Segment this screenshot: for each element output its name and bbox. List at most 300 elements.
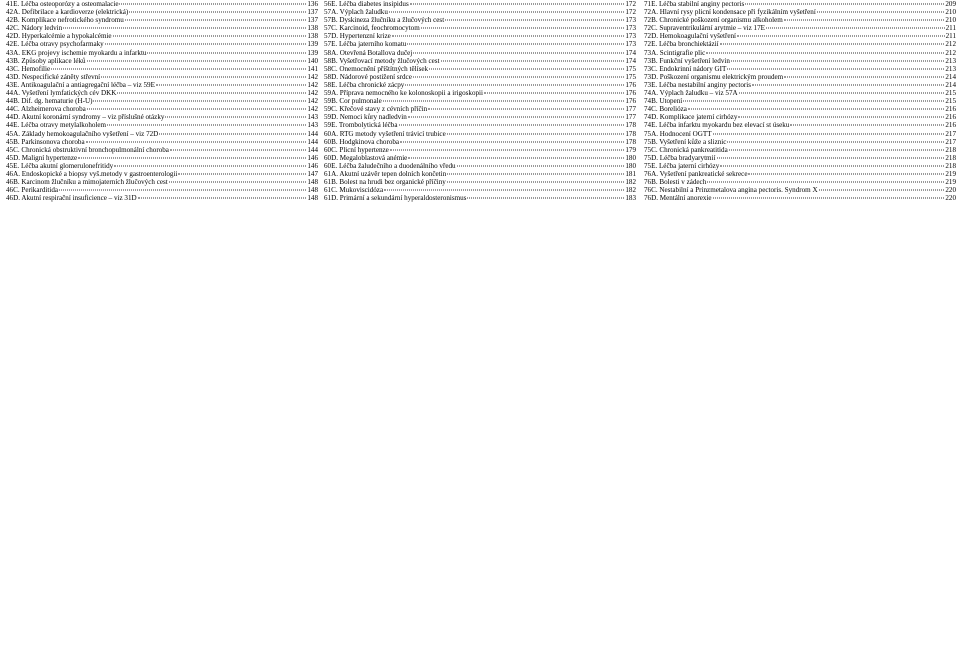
toc-entry[interactable] bbox=[6, 32, 318, 40]
toc-entry[interactable] bbox=[324, 16, 636, 24]
dot-leader bbox=[819, 190, 945, 191]
toc-entry-page: 142 bbox=[307, 80, 318, 89]
toc-entry[interactable] bbox=[6, 73, 318, 81]
toc-entry[interactable] bbox=[6, 154, 318, 162]
dot-leader bbox=[399, 125, 625, 126]
toc-entry-page: 143 bbox=[307, 121, 318, 130]
toc-entry-title: 57A. Výplach žaludku bbox=[324, 8, 388, 17]
dot-leader bbox=[405, 84, 624, 85]
toc-entry-page: 176 bbox=[625, 89, 636, 98]
toc-entry-title: 72C. Supraventrikulární arytmie – viz 17E bbox=[644, 24, 765, 33]
dot-leader bbox=[87, 109, 307, 110]
toc-entry-page: 177 bbox=[625, 113, 636, 122]
toc-entry[interactable] bbox=[324, 130, 636, 138]
toc-entry-title: 44C. Alzheimerova choroba bbox=[6, 105, 86, 114]
toc-entry[interactable] bbox=[644, 170, 956, 178]
toc-entry-title: 72A. Hlavní rysy plicní kondensace při fyzikálním vyšetření bbox=[644, 8, 816, 17]
toc-entry[interactable] bbox=[6, 24, 318, 32]
toc-entry[interactable] bbox=[6, 162, 318, 170]
toc-entry-title: 76A. Vyšetření pankreatické sekrece bbox=[644, 169, 748, 178]
dot-leader bbox=[717, 157, 945, 158]
dot-leader bbox=[729, 149, 945, 150]
dot-leader bbox=[389, 12, 624, 13]
toc-entry[interactable] bbox=[6, 0, 318, 8]
dot-leader bbox=[727, 141, 944, 142]
toc-entry[interactable] bbox=[6, 113, 318, 121]
dot-leader bbox=[720, 44, 945, 45]
toc-entry[interactable] bbox=[644, 97, 956, 105]
toc-entry-page: 214 bbox=[945, 72, 956, 81]
toc-entry-page: 143 bbox=[307, 113, 318, 122]
dot-leader bbox=[784, 76, 944, 77]
dot-leader bbox=[429, 68, 624, 69]
dot-leader bbox=[107, 125, 306, 126]
toc-entry[interactable] bbox=[644, 154, 956, 162]
toc-entry-title: 61C. Mukoviscidóza bbox=[324, 186, 384, 195]
toc-entry[interactable] bbox=[324, 49, 636, 57]
toc-entry-title: 45D. Maligní hypertenze bbox=[6, 153, 78, 162]
toc-entry[interactable] bbox=[6, 186, 318, 194]
dot-leader bbox=[484, 93, 624, 94]
toc-entry[interactable] bbox=[6, 65, 318, 73]
dot-leader bbox=[441, 60, 625, 61]
toc-entry-page: 178 bbox=[625, 129, 636, 138]
dot-leader bbox=[707, 182, 944, 183]
toc-entry-page: 148 bbox=[307, 178, 318, 187]
toc-entry-page: 174 bbox=[625, 56, 636, 65]
dot-leader bbox=[421, 28, 625, 29]
toc-entry[interactable] bbox=[6, 97, 318, 105]
toc-entry-page: 148 bbox=[307, 194, 318, 203]
dot-leader bbox=[447, 173, 624, 174]
toc-entry-page: 177 bbox=[625, 105, 636, 114]
toc-entry-page: 216 bbox=[945, 121, 956, 130]
toc-entry-page: 173 bbox=[625, 40, 636, 49]
toc-entry-page: 142 bbox=[307, 97, 318, 106]
toc-entry[interactable] bbox=[324, 81, 636, 89]
toc-entry[interactable] bbox=[644, 146, 956, 154]
toc-entry[interactable] bbox=[6, 89, 318, 97]
dot-leader bbox=[101, 76, 306, 77]
dot-leader bbox=[63, 28, 306, 29]
toc-entry-page: 180 bbox=[625, 153, 636, 162]
toc-entry[interactable] bbox=[644, 73, 956, 81]
toc-entry[interactable] bbox=[644, 113, 956, 121]
toc-entry-page: 180 bbox=[625, 161, 636, 170]
toc-entry-page: 218 bbox=[945, 145, 956, 154]
toc-entry-page: 215 bbox=[945, 89, 956, 98]
toc-entry-title: 44A. Vyšetření lymfatických cév DKK bbox=[6, 89, 117, 98]
toc-entry-title: 46B. Karcinom žlučníku a mimojaterních žlučových cest bbox=[6, 178, 168, 187]
toc-entry-title: 60E. Léčba žaludečního a duodenálního vředu bbox=[324, 161, 456, 170]
toc-entry-page: 212 bbox=[945, 40, 956, 49]
toc-entry-title: 75B. Vyšetření kůže a sliznic bbox=[644, 137, 727, 146]
toc-entry-title: 44E. Léčba otravy metylalkoholem bbox=[6, 121, 107, 130]
toc-entry-title: 74E. Léčba infarktu myokardu bez elevací st úseku bbox=[644, 121, 790, 130]
toc-entry[interactable] bbox=[324, 113, 636, 121]
dot-leader bbox=[713, 133, 945, 134]
dot-leader bbox=[138, 198, 307, 199]
dot-leader bbox=[688, 109, 944, 110]
toc-entry-page: 178 bbox=[625, 137, 636, 146]
toc-entry[interactable] bbox=[6, 170, 318, 178]
toc-entry-title: 75E. Léčba jaterní cirhózy bbox=[644, 161, 720, 170]
toc-entry[interactable] bbox=[644, 121, 956, 129]
toc-entry-page: 211 bbox=[945, 24, 956, 33]
toc-entry-title: 58D. Nádorové postižení srdce bbox=[324, 72, 412, 81]
dot-leader bbox=[147, 52, 306, 53]
toc-entry-title: 73E. Léčba nestabilní anginy pectoris bbox=[644, 80, 751, 89]
dot-leader bbox=[752, 84, 944, 85]
toc-entry[interactable] bbox=[324, 105, 636, 113]
toc-entry-title: 43A. EKG projevy ischemie myokardu a infarktu bbox=[6, 48, 147, 57]
dot-leader bbox=[790, 125, 944, 126]
toc-entry[interactable] bbox=[644, 65, 956, 73]
dot-leader bbox=[706, 52, 944, 53]
dot-leader bbox=[720, 165, 944, 166]
toc-entry-page: 176 bbox=[625, 80, 636, 89]
toc-entry[interactable] bbox=[644, 0, 956, 8]
toc-entry[interactable] bbox=[324, 186, 636, 194]
toc-entry-title: 73C. Endokrinní nádory GIT bbox=[644, 64, 727, 73]
toc-entry[interactable] bbox=[6, 16, 318, 24]
toc-entry-page: 183 bbox=[625, 194, 636, 203]
toc-entry[interactable] bbox=[324, 194, 636, 202]
toc-entry[interactable] bbox=[644, 138, 956, 146]
toc-entry-title: 59E. Trombolytická léčba bbox=[324, 121, 398, 130]
toc-entry[interactable] bbox=[6, 81, 318, 89]
toc-entry[interactable] bbox=[324, 146, 636, 154]
toc-entry[interactable] bbox=[6, 130, 318, 138]
dot-leader bbox=[78, 157, 306, 158]
toc-entry-title: 56E. Léčba diabetes insipidus bbox=[324, 0, 409, 8]
toc-entry[interactable] bbox=[644, 40, 956, 48]
toc-entry-title: 75D. Léčba bradyarytmií bbox=[644, 153, 716, 162]
toc-entry-title: 42E. Léčba otravy psychofarmaky bbox=[6, 40, 104, 49]
toc-entry-title: 46D. Akutní respirační insuficience – viz 31D bbox=[6, 194, 137, 203]
toc-entry-title: 76C. Nestabilní a Prinzmetalova angina pectoris. Syndrom X bbox=[644, 186, 818, 195]
dot-leader bbox=[428, 109, 624, 110]
toc-entry[interactable] bbox=[324, 178, 636, 186]
dot-leader bbox=[165, 117, 306, 118]
toc-entry-page: 212 bbox=[945, 48, 956, 57]
toc-entry[interactable] bbox=[6, 194, 318, 202]
dot-leader bbox=[125, 20, 307, 21]
toc-entry-title: 73A. Scintigrafie plic bbox=[644, 48, 706, 57]
dot-leader bbox=[445, 20, 624, 21]
toc-entry-title: 59C. Křečové stavy z cévních příčin bbox=[324, 105, 428, 114]
toc-entry-title: 74C. Borelióza bbox=[644, 105, 687, 114]
toc-entry-page: 146 bbox=[307, 161, 318, 170]
toc-entry[interactable] bbox=[6, 146, 318, 154]
dot-leader bbox=[114, 165, 306, 166]
dot-leader bbox=[738, 117, 944, 118]
toc-entry[interactable] bbox=[644, 130, 956, 138]
toc-entry-page: 182 bbox=[625, 186, 636, 195]
toc-entry-title: 41E. Léčba osteoporózy a osteomalacie bbox=[6, 0, 119, 8]
toc-entry[interactable] bbox=[324, 162, 636, 170]
toc-entry[interactable] bbox=[644, 81, 956, 89]
toc-entry-title: 45E. Léčba akutní glomerulonefritidy bbox=[6, 161, 114, 170]
toc-entry-title: 74A. Výplach žaludku – viz 57A bbox=[644, 89, 738, 98]
toc-entry-title: 43B. Způsoby aplikace léků bbox=[6, 56, 86, 65]
dot-leader bbox=[113, 36, 307, 37]
toc-entry-page: 213 bbox=[945, 64, 956, 73]
dot-leader bbox=[447, 182, 625, 183]
toc-entry[interactable] bbox=[644, 194, 956, 202]
toc-entry[interactable] bbox=[324, 40, 636, 48]
toc-entry[interactable] bbox=[644, 57, 956, 65]
toc-entry-page: 215 bbox=[945, 97, 956, 106]
dot-leader bbox=[457, 165, 625, 166]
dot-leader bbox=[737, 36, 945, 37]
dot-leader bbox=[413, 76, 625, 77]
toc-entry[interactable] bbox=[324, 0, 636, 8]
toc-entry[interactable] bbox=[324, 73, 636, 81]
toc-entry-page: 214 bbox=[945, 80, 956, 89]
dot-leader bbox=[745, 4, 944, 5]
dot-leader bbox=[390, 149, 625, 150]
toc-entry-page: 217 bbox=[945, 129, 956, 138]
dot-leader bbox=[117, 93, 306, 94]
toc-entry-title: 58E. Léčba chronické zácpy bbox=[324, 80, 405, 89]
dot-leader bbox=[392, 36, 625, 37]
toc-entry-title: 42A. Defibrilace a kardioverze (elektrická) bbox=[6, 8, 129, 17]
dot-leader bbox=[178, 173, 306, 174]
toc-entry-page: 181 bbox=[625, 169, 636, 178]
toc-entry-title: 43C. Hemofilie bbox=[6, 64, 51, 73]
toc-entry-page: 147 bbox=[307, 169, 318, 178]
toc-entry-page: 218 bbox=[945, 161, 956, 170]
dot-leader bbox=[51, 68, 306, 69]
toc-entry[interactable] bbox=[644, 105, 956, 113]
toc-entry[interactable] bbox=[6, 121, 318, 129]
toc-entry-title: 42D. Hyperkalcémie a hypokalcémie bbox=[6, 32, 112, 41]
dot-leader bbox=[407, 44, 624, 45]
toc-entry-page: 210 bbox=[945, 16, 956, 25]
toc-entry[interactable] bbox=[644, 49, 956, 57]
dot-leader bbox=[170, 149, 306, 150]
toc-entry[interactable] bbox=[6, 40, 318, 48]
dot-leader bbox=[713, 198, 945, 199]
toc-entry-title: 58B. Vyšetřovací metody žlučových cest bbox=[324, 56, 440, 65]
toc-entry-page: 174 bbox=[625, 48, 636, 57]
toc-entry-title: 71E. Léčba stabilní anginy pectoris bbox=[644, 0, 745, 8]
dot-leader bbox=[86, 141, 307, 142]
dot-leader bbox=[384, 190, 624, 191]
toc-entry-page: 138 bbox=[307, 32, 318, 41]
toc-entry[interactable] bbox=[6, 138, 318, 146]
toc-entry-title: 44B. Dif. dg. hematurie (H-U) bbox=[6, 97, 93, 106]
toc-entry-page: 179 bbox=[625, 145, 636, 154]
toc-entry-title: 59B. Cor pulmonale bbox=[324, 97, 382, 106]
toc-entry-title: 73D. Poškození organismu elektrickým proudem bbox=[644, 72, 784, 81]
toc-entry-title: 45C. Chronická obstruktivní bronchopulmonální choroba bbox=[6, 145, 169, 154]
toc-entry-page: 137 bbox=[307, 16, 318, 25]
toc-entry-title: 72B. Chronické poškození organismu alkoholem bbox=[644, 16, 783, 25]
dot-leader bbox=[739, 93, 945, 94]
toc-entry-title: 75C. Chronická pankreatitida bbox=[644, 145, 728, 154]
dot-leader bbox=[410, 4, 625, 5]
dot-leader bbox=[169, 182, 307, 183]
toc-entry-title: 74D. Komplikace jaterní cirhózy bbox=[644, 113, 738, 122]
toc-entry-page: 142 bbox=[307, 72, 318, 81]
dot-leader bbox=[105, 44, 307, 45]
toc-entry[interactable] bbox=[644, 16, 956, 24]
toc-entry-title: 72E. Léčba bronchiektázií bbox=[644, 40, 719, 49]
toc-entry[interactable] bbox=[6, 49, 318, 57]
toc-entry-page: 139 bbox=[307, 48, 318, 57]
toc-entry[interactable] bbox=[6, 8, 318, 16]
toc-entry-page: 220 bbox=[945, 194, 956, 203]
toc-entry[interactable] bbox=[324, 8, 636, 16]
dot-leader bbox=[683, 101, 944, 102]
dot-leader bbox=[129, 12, 306, 13]
dot-leader bbox=[727, 68, 944, 69]
toc-entry-page: 146 bbox=[307, 153, 318, 162]
dot-leader bbox=[59, 190, 306, 191]
toc-entry-page: 211 bbox=[945, 32, 956, 41]
toc-entry-title: 58C. Onemocnění příštítných tělísek bbox=[324, 64, 429, 73]
toc-entry-page: 137 bbox=[307, 8, 318, 17]
toc-entry-page: 148 bbox=[307, 186, 318, 195]
toc-entry-title: 60B. Hodgkinova choroba bbox=[324, 137, 400, 146]
dot-leader bbox=[408, 157, 624, 158]
toc-entry-page: 138 bbox=[307, 24, 318, 33]
toc-entry-title: 57E. Léčba jaterního komatu bbox=[324, 40, 407, 49]
toc-entry-page: 175 bbox=[625, 64, 636, 73]
toc-entry-title: 45B. Parkinsonova choroba bbox=[6, 137, 85, 146]
toc-entry-page: 219 bbox=[945, 169, 956, 178]
toc-entry[interactable] bbox=[644, 178, 956, 186]
dot-leader bbox=[413, 52, 624, 53]
toc-entry-title: 45A. Základy hemokoagulačního vyšetření – viz 72D bbox=[6, 129, 159, 138]
toc-entry-page: 136 bbox=[307, 0, 318, 8]
dot-leader bbox=[447, 133, 625, 134]
toc-entry-page: 209 bbox=[945, 0, 956, 8]
toc-entry-page: 172 bbox=[625, 8, 636, 17]
toc-entry-title: 42B. Komplikace nefrotického syndromu bbox=[6, 16, 124, 25]
toc-entry-page: 144 bbox=[307, 137, 318, 146]
toc-entry-title: 59D. Nemoci kůry nadledvin bbox=[324, 113, 407, 122]
toc-entry[interactable] bbox=[644, 24, 956, 32]
toc-entry-page: 175 bbox=[625, 72, 636, 81]
toc-entry[interactable] bbox=[6, 57, 318, 65]
toc-entry-title: 60C. Plicní hypertenze bbox=[324, 145, 389, 154]
dot-leader bbox=[93, 101, 306, 102]
toc-entry[interactable] bbox=[324, 65, 636, 73]
toc-entry[interactable] bbox=[644, 186, 956, 194]
toc-entry-page: 216 bbox=[945, 105, 956, 114]
toc-entry[interactable] bbox=[324, 32, 636, 40]
toc-entry-page: 178 bbox=[625, 121, 636, 130]
toc-entry-title: 59A. Příprava nemocného ke kolonoskopii a irigoskopii bbox=[324, 89, 483, 98]
toc-entry[interactable] bbox=[6, 178, 318, 186]
dot-leader bbox=[467, 198, 624, 199]
toc-entry[interactable] bbox=[324, 89, 636, 97]
toc-entry-page: 176 bbox=[625, 97, 636, 106]
toc-entry-page: 220 bbox=[945, 186, 956, 195]
toc-entry-page: 210 bbox=[945, 8, 956, 17]
dot-leader bbox=[766, 28, 945, 29]
toc-entry-page: 218 bbox=[945, 153, 956, 162]
dot-leader bbox=[400, 141, 624, 142]
toc-entry[interactable] bbox=[644, 32, 956, 40]
dot-leader bbox=[119, 4, 306, 5]
dot-leader bbox=[817, 12, 945, 13]
toc-entry[interactable] bbox=[324, 97, 636, 105]
toc-entry-title: 76B. Bolesti v zádech bbox=[644, 178, 707, 187]
dot-leader bbox=[383, 101, 625, 102]
toc-entry-title: 57B. Dyskineza žlučníku a žlučových cest bbox=[324, 16, 445, 25]
toc-entry-title: 43E. Antikoagulační a antiagregační léčba – viz 59E bbox=[6, 80, 155, 89]
toc-entry[interactable] bbox=[324, 138, 636, 146]
toc-entry[interactable] bbox=[6, 105, 318, 113]
toc-entry[interactable] bbox=[644, 89, 956, 97]
toc-entry[interactable] bbox=[644, 162, 956, 170]
toc-entry-title: 57D. Hypertenzní krize bbox=[324, 32, 391, 41]
dot-leader bbox=[748, 173, 944, 174]
toc-entry-page: 219 bbox=[945, 178, 956, 187]
toc-entry-page: 142 bbox=[307, 105, 318, 114]
toc-entry-page: 213 bbox=[945, 56, 956, 65]
toc-entry[interactable] bbox=[324, 121, 636, 129]
toc-entry[interactable] bbox=[324, 57, 636, 65]
toc-entry-page: 173 bbox=[625, 24, 636, 33]
dot-leader bbox=[408, 117, 625, 118]
toc-entry[interactable] bbox=[644, 8, 956, 16]
toc-entry-title: 61B. Bolest na hrudi bez organické příčiny bbox=[324, 178, 446, 187]
toc-entry-title: 60D. Megaloblastová anémie bbox=[324, 153, 408, 162]
toc-entry-title: 44D. Akutní koronární syndromy – viz příslušné otázky bbox=[6, 113, 165, 122]
toc-entry-page: 141 bbox=[307, 64, 318, 73]
toc-column-2 bbox=[318, 0, 636, 202]
toc-entry-title: 57C. Karcinoid, feochromocytom bbox=[324, 24, 420, 33]
toc-entry-page: 173 bbox=[625, 16, 636, 25]
toc-entry-title: 46C. Perikarditida bbox=[6, 186, 59, 195]
dot-leader bbox=[731, 60, 944, 61]
toc-entry-title: 42C. Nádory ledvin bbox=[6, 24, 63, 33]
toc-entry-page: 217 bbox=[945, 137, 956, 146]
toc-entry-page: 144 bbox=[307, 145, 318, 154]
toc-column-3 bbox=[638, 0, 956, 202]
toc-entry-title: 72D. Hemokoagulační vyšetření bbox=[644, 32, 736, 41]
toc-entry-title: 75A. Hodnocení OGTT bbox=[644, 129, 712, 138]
toc-entry[interactable] bbox=[324, 24, 636, 32]
toc-entry-page: 140 bbox=[307, 56, 318, 65]
toc-entry-page: 172 bbox=[625, 0, 636, 8]
toc-entry-title: 58A. Otevřená Botallova dučej bbox=[324, 48, 413, 57]
toc-entry-page: 139 bbox=[307, 40, 318, 49]
toc-entry-title: 76D. Mentální anorexie bbox=[644, 194, 712, 203]
toc-entry-title: 61A. Akutní uzávěr tepen dolních končetin bbox=[324, 169, 447, 178]
dot-leader bbox=[784, 20, 945, 21]
toc-entry-title: 61D. Primární a sekundární hyperaldosteronismus bbox=[324, 194, 467, 203]
toc-entry-page: 144 bbox=[307, 129, 318, 138]
toc-entry-title: 46A. Endoskopické a biopsy vyš.metody v gastroenterologii bbox=[6, 169, 178, 178]
toc-entry-page: 182 bbox=[625, 178, 636, 187]
toc-entry-title: 60A. RTG metody vyšetření trávicí trubice bbox=[324, 129, 446, 138]
toc-entry[interactable] bbox=[324, 170, 636, 178]
toc-entry-title: 43D. Nespecifické záněty střevní bbox=[6, 72, 101, 81]
toc-entry[interactable] bbox=[324, 154, 636, 162]
toc-entry-title: 74B. Utopení bbox=[644, 97, 683, 106]
dot-leader bbox=[159, 133, 306, 134]
dot-leader bbox=[87, 60, 307, 61]
toc-entry-page: 216 bbox=[945, 113, 956, 122]
dot-leader bbox=[156, 84, 306, 85]
toc-entry-title: 73B. Funkční vyšetření ledvin bbox=[644, 56, 730, 65]
